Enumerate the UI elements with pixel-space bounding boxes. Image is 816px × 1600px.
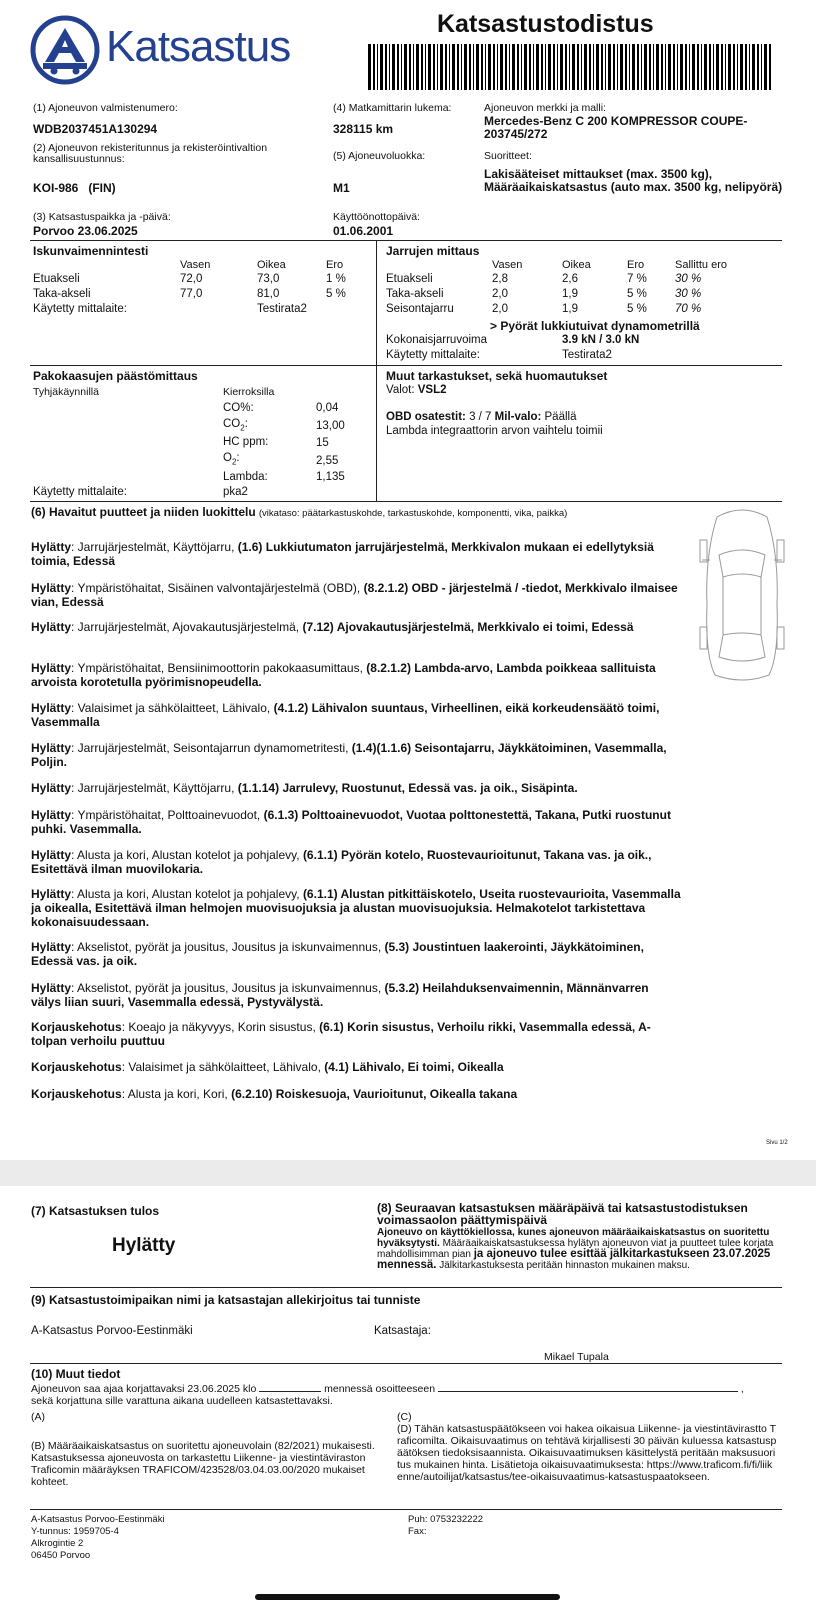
defect-path: : Alusta ja kori, Alustan kotelot ja pohjalevy, [71,887,303,901]
defect-path: : Akselistot, pyörät ja jousitus, Jousitus ja iskunvaimennus, [71,940,385,954]
lights-label: Valot: [386,384,415,396]
footer-phone: Puh: 0753232222 [408,1514,484,1525]
hc-label: HC ppm: [223,436,269,448]
other-info-title: (10) Muut tiedot [31,1367,121,1381]
defect-item [31,1060,681,1074]
defect-description: (8.2.1.2) OBD - järjestelmä / -tiedot, Merkkivalo ilmaisee vian, Edessä [31,581,678,609]
defect-description: (1.1.14) Jarrulevy, Ruostunut, Edessä vas. ja oik., Sisäpinta. [237,781,578,795]
place-label: (3) Katsastuspaikka ja -päivä: [33,211,171,223]
divider [30,1509,782,1510]
vin-label: (1) Ajoneuvon valmistenumero: [33,102,178,114]
divider [376,240,377,501]
document-title: Katsastustodistus [437,10,654,38]
brakes-total-value: 3.9 kN / 3.0 kN [562,334,640,346]
brakes-row-name: Taka-akseli [386,288,444,300]
defect-item [31,1087,681,1101]
shock-header-left: Vasen [180,259,211,271]
defect-description: (5.3) Joustintuen laakerointi, Jäykkätoiminen, Edessä vas. ja oik. [31,940,644,968]
emissions-device-label: Käytetty mittalaite: [33,486,127,498]
lights-line [386,384,447,396]
section-b: (B) Määräaikaiskatsastus on suoritettu ajoneuvolain (82/2021) mukaisesti. Katsastuksessa ajoneuvosta on tarkastettu Liikenne- ja viestintäviraston Traficomin määräyksen TRAFICOM/423528/03.04.03.00/2020 mukaiset kohteet. [31,1440,375,1488]
defect-severity: Hylätty [31,781,72,795]
footer-ytunnus: Y-tunnus: 1959705-4 [31,1526,119,1537]
defect-severity: Hylätty [31,701,72,715]
co2-label-sub: 2 [240,423,245,433]
defect-item [31,808,681,836]
brakes-row-right: 2,6 [562,273,578,285]
divider [30,1287,782,1288]
repair-text-b: mennessä osoitteeseen [324,1383,436,1395]
divider [30,501,782,502]
shock-row-diff: 1 % [326,273,346,285]
brakes-header-diff: Ero [627,259,645,271]
defect-description: (8.2.1.2) Lambda-arvo, Lambda poikkeaa sallituista arvoista korotetulla pyörimisnopeudella. [31,661,656,689]
brakes-row-diff: 7 % [627,273,647,285]
defect-item [31,540,681,568]
o2-label [223,452,240,466]
defect-item [31,661,681,689]
shock-title: Iskunvaimennintesti [33,244,149,258]
mil-label: Mil-valo: [494,411,542,423]
defect-description: (6.1.3) Polttoainevuodot, Vuotaa polttonestettä, Takana, Putki ruostunut puhki. Vasemmalla. [31,808,671,836]
next-inspection-text [377,1227,787,1271]
defect-path: : Ympäristöhaitat, Sisäinen valvontajärjestelmä (OBD), [71,581,364,595]
vin-value: WDB2037451A130294 [33,122,158,136]
class-label: (5) Ajoneuvoluokka: [333,150,426,162]
brakes-row-name: Seisontajarru [386,303,454,315]
next-inspection-p2: Määräaikaiskatsastuksessa hylätyn ajoneuvon viat ja puutteet tulee korjata mahdollisimman pian [377,1238,774,1260]
shock-device-label: Käytetty mittalaite: [33,303,127,315]
next-inspection-p3: ja ajoneuvo tulee esittää jälkitarkastukseen 23.07.2025 mennessä. [377,1248,771,1271]
lambda-label: Lambda: [223,471,268,483]
defect-description: (5.3.2) Heilahduksenvaimennin, Männänvarren välys liian suuri, Vasemmalla edessä, Pystyvälystä. [31,981,649,1009]
obd-value: 3 / 7 [469,411,492,423]
inspector-label: Katsastaja: [374,1325,431,1337]
co-label: CO%: [223,402,254,414]
defect-item [31,887,681,929]
defect-description: (4.1) Lähivalo, Ei toimi, Oikealla [324,1060,504,1074]
defect-path: : Alusta ja kori, Kori, [121,1087,232,1101]
divider [30,240,782,241]
defect-path: : Jarrujärjestelmät, Ajovakautusjärjestelmä, [71,620,303,634]
brand-name: Katsastus [106,22,291,71]
shock-row-name: Taka-akseli [33,288,91,300]
defect-severity: Hylätty [31,620,72,634]
brand-logo [30,15,100,85]
brakes-title: Jarrujen mittaus [386,244,480,258]
brakes-header-allowed: Sallittu ero [675,259,727,271]
shock-row-name: Etuakseli [33,273,80,285]
brakes-locked-note: > Pyörät lukkiutuivat dynamometrillä [490,319,700,333]
brakes-row-left: 2,0 [492,288,508,300]
barcode-graphic [368,44,772,90]
result-title: (7) Katsastuksen tulos [31,1204,160,1218]
defect-item [31,701,681,729]
result-value: Hylätty [112,1235,176,1256]
sign-title: (9) Katsastustoimipaikan nimi ja katsastajan allekirjoitus tai tunniste [31,1293,421,1307]
defect-path: : Ympäristöhaitat, Bensiinimoottorin pakokaasumittaus, [71,661,367,675]
shock-row-right: 81,0 [257,288,280,300]
defect-description: (6.2.10) Roiskesuoja, Vaurioitunut, Oikealla takana [231,1087,518,1101]
brakes-row-diff: 5 % [627,303,647,315]
defect-path: : Jarrujärjestelmät, Käyttöjarru, [71,781,238,795]
brakes-row-diff: 5 % [627,288,647,300]
defect-severity: Korjauskehotus [31,1020,122,1034]
reg-value: KOI-986 (FIN) [33,181,116,195]
shock-header-right: Oikea [257,259,286,271]
co-value: 0,04 [316,402,339,414]
shock-row-right: 73,0 [257,273,280,285]
intro-date-label: Käyttöönottopäivä: [333,211,420,223]
defect-severity: Hylätty [31,741,72,755]
mil-value: Päällä [544,411,577,423]
emissions-title: Pakokaasujen päästömittaus [33,369,198,383]
defect-description: (1.4)(1.1.6) Seisontajarru, Jäykkätoiminen, Vasemmalla, Poljin. [31,741,667,769]
defect-severity: Korjauskehotus [31,1060,122,1074]
defect-item [31,781,681,795]
lambda-value: 1,135 [316,471,345,483]
car-diagram [697,505,787,685]
brakes-row-allowed: 70 % [675,303,702,315]
lambda-note: Lambda integraattorin arvon vaihtelu toimii [386,425,603,437]
performed-label: Suoritteet: [484,150,532,162]
make-label: Ajoneuvon merkki ja malli: [484,102,606,114]
defect-description: (4.1.2) Lähivalon suuntaus, Virheellinen, eikä korkeudensäätö toimi, Vasemmalla [31,701,660,729]
car-top-view-icon [697,505,787,685]
lights-value: VSL2 [417,384,447,396]
defect-item [31,981,681,1009]
defect-severity: Hylätty [31,661,72,675]
brakes-device-label: Käytetty mittalaite: [386,349,480,361]
defect-path: : Koeajo ja näkyvyys, Korin sisustus, [121,1020,320,1034]
section-c: (C) [397,1411,412,1423]
defect-description: (6.1.1) Pyörän kotelo, Ruostevaurioitunut, Takana vas. ja oik., Esitettävä ilman muovilokaria. [31,848,652,876]
inspector-name: Mikael Tupala [544,1351,609,1363]
intro-date-value: 01.06.2001 [333,224,394,238]
page-number: Sivu 1/2 [766,1140,788,1146]
co2-value: 13,00 [316,420,345,432]
next-inspection-p4: Jälkitarkastuksesta peritään hinnaston mukainen maksu. [436,1260,690,1271]
make-value: Mercedes-Benz C 200 KOMPRESSOR COUPE-203745/272 [484,114,748,141]
performed-value: Lakisääteiset mittaukset (max. 3500 kg), Määräaikaiskatsastus (auto max. 3500 kg, nelipyörä) [484,167,783,194]
defect-severity: Hylätty [31,581,72,595]
footer-company: A-Katsastus Porvoo-Eestinmäki [31,1514,165,1525]
defects-heading [31,505,567,519]
station-name: A-Katsastus Porvoo-Eestinmäki [31,1325,193,1337]
katsastus-logo-icon [30,15,100,85]
co2-label-colon: : [244,418,248,430]
shock-header-diff: Ero [326,259,344,271]
defect-path: : Jarrujärjestelmät, Käyttöjarru, [71,540,238,554]
defect-description: (1.6) Lukkiutumaton jarrujärjestelmä, Merkkivalon mukaan ei edellytyksiä toimia, Edessä [31,540,654,568]
address-blank [438,1391,738,1392]
o2-label-colon: : [236,452,240,464]
brakes-row-right: 1,9 [562,288,578,300]
emissions-device-value: pka2 [223,486,248,498]
defect-path: : Jarrujärjestelmät, Seisontajarrun dynamometritesti, [71,741,352,755]
defect-path: : Alusta ja kori, Alustan kotelot ja pohjalevy, [71,848,303,862]
emissions-rpm-label: Kierroksilla [223,386,275,398]
divider [30,1363,782,1364]
brakes-device-value: Testirata2 [562,349,612,361]
shock-row-diff: 5 % [326,288,346,300]
brakes-row-left: 2,0 [492,303,508,315]
brakes-row-name: Etuakseli [386,273,433,285]
defect-description: (6.1) Korin sisustus, Verhoilu rikki, Vasemmalla edessä, A-tolpan verhoilu puuttuu [31,1020,651,1048]
brakes-total-label: Kokonaisjarruvoima [386,334,487,346]
defect-path: : Akselistot, pyörät ja jousitus, Jousitus ja iskunvaimennus, [71,981,385,995]
section-a: (A) [31,1411,45,1423]
defect-path: : Valaisimet ja sähkölaitteet, Lähivalo, [71,701,274,715]
defect-severity: Hylätty [31,848,72,862]
odo-label: (4) Matkamittarin lukema: [333,102,452,114]
o2-label-text: O [223,452,232,464]
barcode [368,44,772,90]
defect-item [31,620,681,634]
place-value: Porvoo 23.06.2025 [33,224,138,238]
divider [30,365,782,366]
footer-postal: 06450 Porvoo [31,1550,91,1561]
defect-path: : Valaisimet ja sähkölaitteet, Lähivalo, [121,1060,325,1074]
defect-item [31,581,681,609]
footer-street: Alkrogintie 2 [31,1538,84,1549]
brakes-row-right: 1,9 [562,303,578,315]
defect-item [31,1020,681,1048]
footer-fax: Fax: [408,1526,427,1537]
defect-description: (7.12) Ajovakautusjärjestelmä, Merkkivalo ei toimi, Edessä [302,620,634,634]
other-checks-title: Muut tarkastukset, sekä huomautukset [386,369,608,383]
defects-title: (6) Havaitut puutteet ja niiden luokittelu [31,505,256,519]
defect-severity: Hylätty [31,540,72,554]
shock-device-value: Testirata2 [257,303,307,315]
next-inspection-p1: Ajoneuvo on käyttökiellossa, kunes ajoneuvon määräaikaiskatsastus on suoritettu hyväksytysti. [377,1227,770,1249]
next-inspection-title: (8) Seuraavan katsastuksen määräpäivä tai katsastustodistuksen voimassaolon päättymispäivä [377,1201,748,1227]
class-value: M1 [333,181,350,195]
time-blank [259,1391,321,1392]
hc-value: 15 [316,437,329,449]
repair-line: Ajoneuvon saa ajaa korjattavaksi 23.06.2025 klo mennessä osoitteeseen , [31,1383,744,1395]
shock-row-left: 77,0 [180,288,203,300]
defects-subtitle: (vikataso: päätarkastuskohde, tarkastuskohde, komponentti, vika, paikka) [258,508,568,519]
brakes-row-allowed: 30 % [675,273,702,285]
defect-item [31,741,681,769]
brakes-header-left: Vasen [492,259,523,271]
defect-item [31,848,681,876]
brakes-header-right: Oikea [562,259,591,271]
shock-row-left: 72,0 [180,273,203,285]
defect-severity: Hylätty [31,981,72,995]
defect-severity: Hylätty [31,940,72,954]
defect-item [31,940,681,968]
defect-path: : Ympäristöhaitat, Polttoainevuodot, [71,808,264,822]
o2-value: 2,55 [316,455,339,467]
defect-severity: Korjauskehotus [31,1087,122,1101]
obd-label: OBD osatestit: [386,411,466,423]
emissions-idle-label: Tyhjäkäynnillä [33,386,99,398]
co2-label-text: CO [223,418,241,430]
section-d: (D) Tähän katsastuspäätökseen voi hakea oikaisua Liikenne- ja viestintävirastto Traficomilta. Oikaisuvaatimus on tehtävä kirjallisesti 30 päivän kuluessa katsastuspäätöksen tiedoksisaannista. Oikaisuvaatimuksen käsittelystä peritään maksusuoritus mukainen hinta. Lisätietoja oikaisuvaatimuksesta: https://www.traficom.fi/fi/liikenne/autoilijat/katsastus/tee-oikaisuvaatimus-katsastuspaatokseen. [397,1423,777,1483]
repair-line-2: sekä korjattuna sille varattuna aikana uudelleen katsastettavaksi. [31,1395,333,1407]
odo-value: 328115 km [333,122,394,136]
defect-severity: Hylätty [31,887,72,901]
repair-text-a: Ajoneuvon saa ajaa korjattavaksi 23.06.2025 klo [31,1383,257,1395]
brakes-row-allowed: 30 % [675,288,702,300]
brakes-row-left: 2,8 [492,273,508,285]
co2-label [223,418,248,432]
defect-description: (6.1.1) Alustan pitkittäiskotelo, Useita ruostevaurioita, Vasemmalla ja oikealla, Esitettävä ilman helmojen muovisuojuksia ja alustan muovisuojuksia. Helmakotelot tarkistettava kokonaisuudessaan. [31,887,681,929]
scroll-indicator [255,1594,560,1600]
page-gap [0,1160,816,1186]
reg-label: (2) Ajoneuvon rekisteritunnus ja rekisteröintivaltion kansallisuustunnus: [33,142,268,165]
defect-severity: Hylätty [31,808,72,822]
obd-line [386,411,576,423]
o2-label-sub: 2 [231,457,237,467]
